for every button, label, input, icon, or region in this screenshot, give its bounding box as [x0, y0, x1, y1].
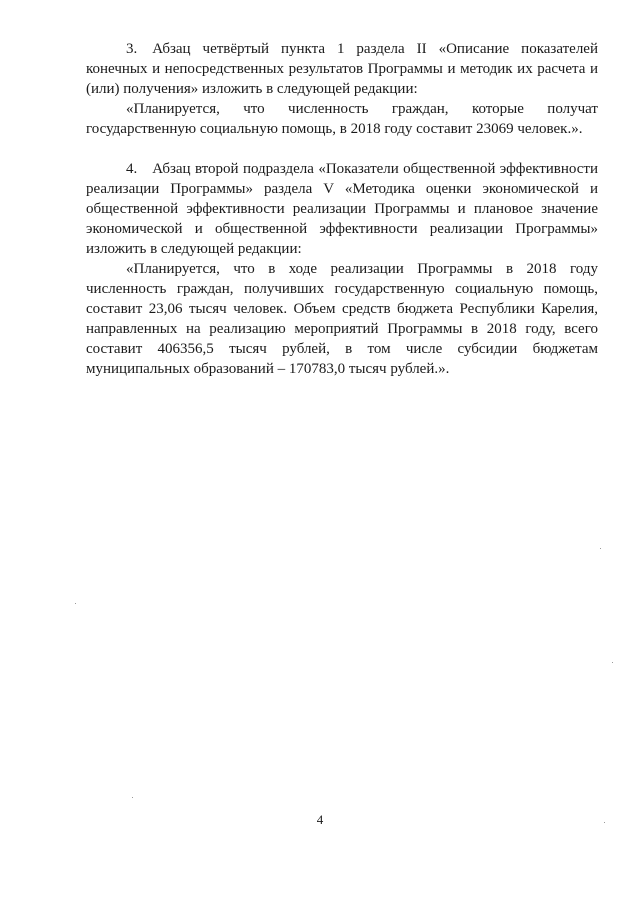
paragraph-item-4-quote: «Планируется, что в ходе реализации Программы в 2018 году численность граждан, получивших государственную социальную помощь, составит 23,06 тысяч человек. Объем средств бюджета Республики Карелия, направленных на реализацию мероприятий Программы в 2018 году, всего составит 406356,5 тысяч рублей, в том числе субсидии бюджетам муниципальных образований – 170783,0 тысяч рублей.».: [86, 261, 598, 377]
page-number: 4: [316, 812, 324, 827]
scan-speck: [600, 548, 601, 549]
document-body: [86, 39, 598, 379]
scan-speck: [75, 603, 76, 604]
scan-speck: [132, 797, 133, 798]
scan-speck: [612, 662, 613, 663]
paragraph-item-3: 3. Абзац четвёртый пункта 1 раздела II «Описание показателей конечных и непосредственных результатов Программы и методик их расчета и (или) получения» изложить в следующей редакции:: [86, 41, 598, 97]
paragraph-gap: [86, 139, 598, 159]
paragraph-item-3-quote: «Планируется, что численность граждан, которые получат государственную социальную помощь, в 2018 году составит 23069 человек.».: [86, 101, 598, 137]
scan-speck: [604, 822, 605, 823]
paragraph-item-4: 4. Абзац второй подраздела «Показатели общественной эффективности реализации Программы» раздела V «Методика оценки экономической и общественной эффективности реализации Программы и плановое значение экономической и общественной эффективности реализации Программы» изложить в следующей редакции:: [86, 161, 598, 257]
